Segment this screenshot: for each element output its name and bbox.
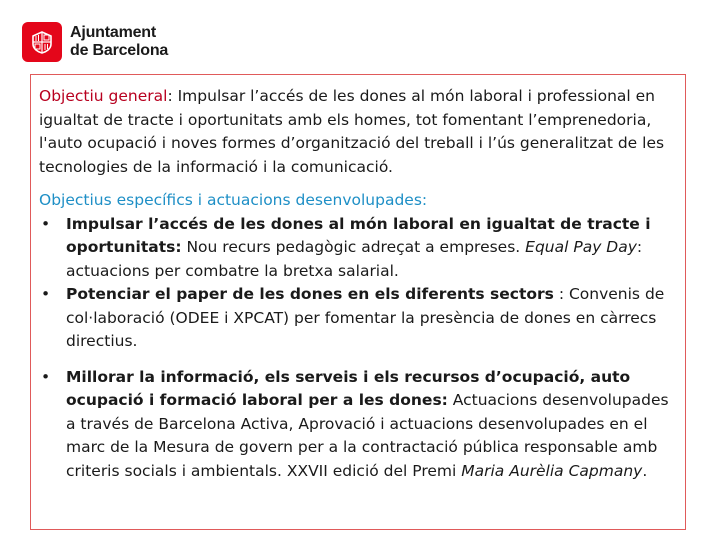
general-objective <box>39 85 677 179</box>
bullet-icon: • <box>41 367 51 386</box>
org-name-line2: de Barcelona <box>70 42 169 59</box>
barcelona-coat-of-arms-icon <box>22 22 62 62</box>
list-item-text: Actuacions desenvolupades a través de Barcelona Activa, Aprovació i actuacions desenvolupades en el marc de la Mesura de govern per a la contractació pública responsable amb criteris socials i ambientals. XXVII edició del Premi <box>66 391 669 480</box>
list-item <box>39 366 677 484</box>
list-item-bold: Potenciar el paper de les dones en els diferents sectors <box>66 285 554 303</box>
bullet-icon: • <box>41 214 51 233</box>
list-item-text: Nou recurs pedagògic adreçat a empreses. <box>181 238 526 256</box>
general-objective-label: Objectiu general <box>39 87 168 105</box>
list-item-text-end: . <box>642 461 648 480</box>
specific-objectives-list <box>39 213 677 484</box>
list-item <box>39 213 677 284</box>
list-item-text: : Convenis de col·laboració (ODEE i XPCAT) per fomentar la presència de dones en càrrecs directius. <box>66 285 665 350</box>
content-frame <box>30 74 686 530</box>
bullet-icon: • <box>41 285 51 303</box>
general-objective-text: Impulsar l’accés de les dones al món laboral i professional en igualtat de tracte i oportunitats amb els homes, tot fomentant l’emprenedoria, l'auto ocupació i noves formes d’organització del treball i l’ús generalitzat de les tecnologies de la informació i la comunicació. <box>39 87 665 176</box>
list-item-italic: Equal Pay Day <box>525 238 637 256</box>
specific-objectives-label: Objectius específics i actuacions desenvolupades: <box>39 191 428 209</box>
list-item-italic: Maria Aurèlia Capmany <box>461 461 643 480</box>
list-item-bold: Millorar la informació, els serveis i els recursos d’ocupació, auto ocupació i formació laboral per a les dones: <box>66 367 631 409</box>
list-item-bold: Impulsar l’accés de les dones al món laboral en igualtat de tracte i oportunitats: <box>66 214 651 256</box>
list-item <box>39 283 677 354</box>
org-name <box>70 24 168 60</box>
org-name-line1: Ajuntament <box>70 24 157 41</box>
general-objective-colon: : <box>167 87 173 105</box>
header <box>22 20 168 64</box>
list-item-text-end: : actuacions per combatre la bretxa salarial. <box>66 238 643 280</box>
